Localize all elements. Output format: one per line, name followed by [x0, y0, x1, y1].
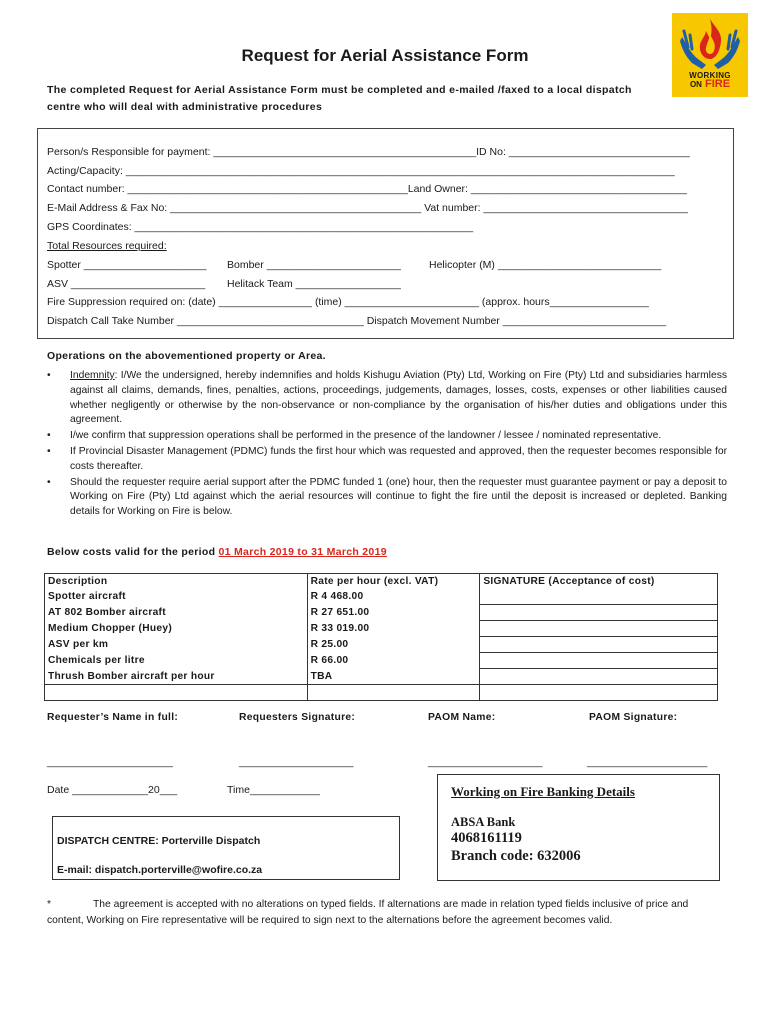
paom-name-label: PAOM Name: — [428, 712, 496, 723]
table-header-row — [45, 574, 718, 590]
costs-table — [44, 573, 718, 701]
intro-text: The completed Request for Aerial Assistance Form must be completed and e-mailed /faxed to a local dispatch centre who will deal with administrative procedures — [47, 84, 632, 113]
paom-signature-line[interactable]: _____________________ — [587, 757, 708, 768]
table-row-empty — [45, 685, 718, 701]
bank-name: ABSA Bank — [451, 815, 516, 829]
banking-title: Working on Fire Banking Details — [451, 784, 635, 799]
banking-details-box — [437, 774, 720, 881]
asv-field[interactable]: ASV _______________________ — [47, 278, 206, 290]
list-item: • Indemnity: I/We the undersigned, hereby indemnifies and holds Kishugu Aviation (Pty) Ltd, Working on Fire (Pty) Ltd and subsidiaries harmless against all claims, demands, fines, penalties, actions, proceedings, judgements, damages, losses, costs, expenses or other liabilities caused whether negligently or otherwise by the non-observance or non-compliance by the organisation of his/her duties and obligations under this agreement. — [47, 370, 727, 426]
list-item: • If Provincial Disaster Management (PDMC) funds the first hour which was requested and approved, then the requester becomes responsible for costs thereafter. — [47, 445, 727, 472]
time-field[interactable]: Time____________ — [227, 784, 321, 796]
footnote: * The agreement is accepted with no alterations on typed fields. If alternations are made in relation typed fields inclusive of price and content, Working on Fire representative will be required to sign next to the alternations before the agreement becomes valid. — [47, 899, 689, 926]
signature-cell[interactable] — [480, 637, 718, 653]
paom-signature-label: PAOM Signature: — [589, 712, 678, 723]
signature-cell[interactable] — [480, 669, 718, 685]
requester-signature-line[interactable]: ____________________ — [239, 757, 354, 768]
col-description: Description — [45, 574, 308, 590]
table-row: Medium Chopper (Huey) R 33 019.00 — [45, 621, 718, 637]
resources-label: Total Resources required: — [47, 240, 167, 252]
gps-field[interactable]: GPS Coordinates: __________________________________________________________ — [47, 221, 474, 233]
email-fax-field[interactable]: E-Mail Address & Fax No: ___________________________________________ Vat number: ___________________________________ — [47, 202, 688, 214]
table-row: Chemicals per litre R 66.00 — [45, 653, 718, 669]
bomber-field[interactable]: Bomber _______________________ — [227, 259, 401, 271]
col-signature: SIGNATURE (Acceptance of cost) — [480, 574, 718, 590]
list-item: • I/we confirm that suppression operations shall be performed in the presence of the landowner / lessee / nominated representative. — [47, 430, 662, 442]
dispatch-numbers-field[interactable]: Dispatch Call Take Number ________________________________ Dispatch Movement Number ____________________________ — [47, 315, 667, 327]
account-number: 4068161119 — [451, 830, 522, 846]
requester-name-label: Requester’s Name in full: — [47, 712, 179, 723]
list-item: • Should the requester require aerial support after the PDMC funded 1 (one) hour, then the requester must guarantee payment or pay a deposit to Working on Fire (Pty) Ltd against which the aerial resources will continue to fight the fire until the deposit is increased or depleted. Banking details for Working on Fire is below. — [47, 476, 727, 518]
table-row: AT 802 Bomber aircraft R 27 651.00 — [45, 605, 718, 621]
acting-capacity-field[interactable]: Acting/Capacity: ______________________________________________________________________________________________ — [47, 165, 675, 177]
signature-cell[interactable] — [480, 621, 718, 637]
signature-cell[interactable] — [480, 605, 718, 621]
dispatch-email: E-mail: dispatch.porterville@wofire.co.za — [57, 864, 263, 876]
page-title: Request for Aerial Assistance Form — [241, 46, 529, 65]
costs-title: Below costs valid for the period 01 March 2019 to 31 March 2019 — [47, 546, 387, 558]
dispatch-centre-box — [52, 816, 400, 880]
contact-field[interactable]: Contact number: ________________________________________________Land Owner: _____________________________________ — [47, 183, 687, 195]
spotter-field[interactable]: Spotter _____________________ — [47, 259, 207, 271]
payment-field[interactable]: Person/s Responsible for payment: _____________________________________________ID No: _______________________________ — [47, 146, 690, 158]
operations-title: Operations on the abovementioned property or Area. — [47, 350, 326, 362]
paom-name-line[interactable]: ____________________ — [428, 757, 543, 768]
helitack-field[interactable]: Helitack Team __________________ — [227, 278, 401, 290]
branch-code: Branch code: 632006 — [451, 848, 581, 864]
signature-cell[interactable] — [480, 653, 718, 669]
helicopter-field[interactable]: Helicopter (M) ____________________________ — [429, 259, 662, 271]
col-rate: Rate per hour (excl. VAT) — [307, 574, 480, 590]
indemnity-label: Indemnity — [70, 370, 115, 381]
logo-text-on-fire: ON FIRE — [689, 78, 731, 90]
table-row: ASV per km R 25.00 — [45, 637, 718, 653]
table-row: Spotter aircraft R 4 468.00 — [45, 589, 718, 605]
signature-cell[interactable] — [480, 589, 718, 605]
suppression-field[interactable]: Fire Suppression required on: (date) ________________ (time) _______________________ (approx. hours_________________ — [47, 296, 649, 308]
operations-list — [47, 369, 727, 521]
costs-period: 01 March 2019 to 31 March 2019 — [218, 546, 387, 558]
table-row: Thrush Bomber aircraft per hour TBA — [45, 669, 718, 685]
requester-signature-label: Requesters Signature: — [239, 712, 356, 723]
requester-name-line[interactable]: ______________________ — [47, 757, 173, 768]
date-field[interactable]: Date _____________20___ — [47, 784, 178, 796]
logo-text-working: WORKING — [689, 71, 731, 80]
signature-cell[interactable] — [480, 685, 718, 701]
dispatch-centre-name: DISPATCH CENTRE: Porterville Dispatch — [57, 835, 261, 847]
